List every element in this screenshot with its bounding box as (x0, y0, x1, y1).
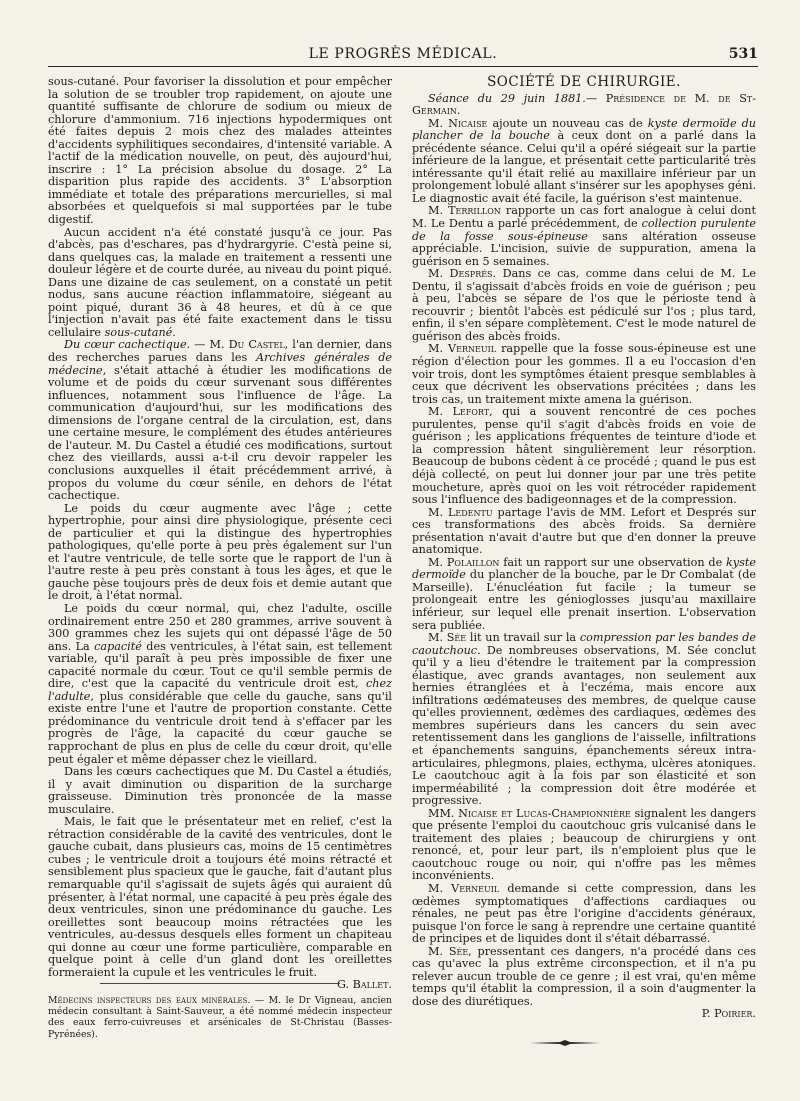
paragraph: M. Sée, pressentant ces dangers, n'a procédé dans ces cas qu'avec la plus extrême circonspection, et il n'a pu relever aucun trouble de ce genre ; il est vrai, qu'en même temps qu'il établit la compression, il a soin d'augmenter la dose des diurétiques. P. Poirier. (412, 944, 756, 1021)
article-title: Du cœur cachectique. (64, 338, 191, 352)
footnote: Médecins inspecteurs des eaux minérales. — M. le Dr Vigneau, ancien médecin consultant à Saint-Sauveur, a été nommé médecin inspecteur des eaux ferro-cuivreuses et arsénicales de St-Christau (Basses-Pyrénées). (48, 995, 392, 1040)
signature: P. Poirier. (701, 1007, 756, 1021)
paragraph: M. Sée lit un travail sur la compression par les bandes de caoutchouc. De nombreuses observations, M. Sée conclut qu'il y a lieu d'étendre le traitement par la compression élastique, avec grands avantages, non seulement aux hernies étranglées et à l'eczéma, mais encore aux infiltrations œdémateuses des membres, de quelque cause qu'elles proviennent, œdèmes des cardiaques, œdèmes des membres supérieurs dans les cancers du sein avec retentissement dans les ganglions de l'aisselle, infiltrations et épanchements sanguins, épanchements séreux intra-articulaires, phlegmons, plaies, ecthyma, ulcères atoniques. Le caoutchouc agit à la fois par son élasticité et son imperméabilité ; la compression doit être modérée et progressive. (412, 631, 756, 808)
session-line: Séance du 29 juin 1881.— Présidence de M. de St-Germain. (412, 91, 756, 118)
paragraph: M. Terrillon rapporte un cas fort analogue à celui dont M. Le Dentu a parlé précédemment, de collection purulente de la fosse sous-épineuse sans altération osseuse appréciable. L'incision, suivie de suppuration, amena la guérison en 5 semaines. (412, 204, 756, 268)
page-header (48, 44, 758, 67)
signature: G. Ballet. (336, 978, 392, 992)
journal-title: LE PROGRÈS MÉDICAL. (308, 46, 498, 62)
paragraph: M. Verneuil demande si cette compression, dans les œdèmes symptomatiques d'affections cardiaques ou rénales, ne peut pas être l'origine d'accidents généraux, puisque l'on force le sang à reprendre une certaine quantité de principes et de liquides dont il s'était débarrassé. (412, 882, 756, 946)
section-title: SOCIÉTÉ DE CHIRURGIE. (487, 74, 681, 90)
paragraph: M. Ledentu partage l'avis de MM. Lefort et Després sur ces transformations des abcès froids. Sa dernière présentation n'avait d'autre but que d'en donner la preuve anatomique. (412, 505, 756, 557)
paragraph: Dans les cœurs cachectiques que M. Du Castel a étudiés, il y avait diminution ou disparition de la surcharge graisseuse. Diminution très prononcée de la masse musculaire. (48, 765, 392, 816)
ornament-rule (530, 1040, 600, 1046)
paragraph: M. Després. Dans ce cas, comme dans celui de M. Le Dentu, il s'agissait d'abcès froids en voie de guérison ; peu à peu, l'abcès se sépare de l'os que le périoste tend à recouvrir ; bientôt l'abcès est pédiculé sur l'os ; plus tard, enfin, il s'en sépare complètement. C'est le mode naturel de guérison des abcès froids. (412, 267, 756, 343)
paragraph: Le poids du cœur augmente avec l'âge ; cette hypertrophie, pour ainsi dire physiologique, présente ceci de particulier et qui la distingue des hypertrophies pathologiques, qu'elle porte à peu près également sur l'un et l'autre ventricule, de telle sorte que le rapport de l'un à l'autre reste à peu près constant à tous les âges, et que le gauche pèse toujours près de deux fois et demie autant que le droit, à l'état normal. (48, 501, 392, 603)
paragraph: sous-cutané. Pour favoriser la dissolution et pour empêcher la solution de se troubler trop rapidement, on ajoute une quantité suffisante de chlorure de sodium ou mieux de chlorure d'ammonium. 716 injections hypodermiques ont été faites depuis 2 mois chez des malades atteintes d'accidents syphilitiques secondaires, d'intensité variable. A l'actif de la médication nouvelle, on peut, dès aujourd'hui, inscrire : 1° La précision absolue du dosage. 2° La disparition plus rapide des accidents. 3° L'absorption immédiate et totale des préparations mercurielles, si mal absorbées et quelquefois si mal supportées par le tube digestif. (48, 75, 392, 227)
right-column (412, 76, 756, 1021)
paragraph: M. Lefort, qui a souvent rencontré de ces poches purulentes, pense qu'il s'agit d'abcès froids en voie de guérison ; les applications fréquentes de teinture d'iode et la compression hâtent singulièrement leur résorption. Beaucoup de bubons cèdent à ce procédé ; quand le pus est déjà collecté, on peut lui donner jour par une très petite moucheture, après quoi on les voit rétrocéder rapidement sous l'influence des badigeonnages et de la compression. (412, 405, 756, 507)
paragraph: Mais, le fait que le présentateur met en relief, c'est la rétraction considérable de la cavité des ventricules, dont le gauche cubait, dans plusieurs cas, moins de 15 centimètres cubes ; le ventricule droit a toujours été moins rétracté et sensiblement plus spacieux que le gauche, fait d'autant plus remarquable qu'il s'agissait de sujets âgés qui auraient dû présenter, à l'état normal, une capacité à peu près égale des deux ventricules, sinon une prédominance du gauche. Les oreillettes sont beaucoup moins rétractées que les ventricules, au-dessus desquels elles forment un chapiteau qui donne au cœur une forme particulière, comparable en quelque point à celle d'un gland dont les oreillettes formeraient la cupule et les ventricules le fruit. G. Ballet. (48, 815, 392, 992)
paragraph: Aucun accident n'a été constaté jusqu'à ce jour. Pas d'abcès, pas d'eschares, pas d'hydrargyrie. C'està peine si, dans quelques cas, la malade en traitement a ressenti une douleur légère et de courte durée, au niveau du point piqué. Dans une dizaine de cas seulement, on a constaté un petit nodus, sans aucune réaction inflammatoire, siégeant au point piqué, durant 36 à 48 heures, et dû à ce que l'injection n'avait pas été faite exactement dans le tissu cellulaire sous-cutané. (48, 225, 392, 339)
paragraph: M. Verneuil rappelle que la fosse sous-épineuse est une région d'élection pour les gommes. Il a eu l'occasion d'en voir trois, dont les symptômes étaient presque semblables à ceux que décrivent les observations précitées ; dans les trois cas, un traitement mixte amena la guérison. (412, 342, 756, 406)
footnote-divider (100, 983, 340, 984)
paragraph: M. Polaillon fait un rapport sur une observation de kyste dermoïde du plancher de la bouche, par le Dr Combalat (de Marseille). L'énucléation fut facile ; la tumeur se prolongeait entre les génioglosses jusqu'au maxillaire inférieur, sur lequel elle prenait insertion. L'observation sera publiée. (412, 555, 756, 632)
paragraph: Le poids du cœur normal, qui, chez l'adulte, oscille ordinairement entre 250 et 280 grammes, arrive souvent à 300 grammes chez les sujets qui ont dépassé l'âge de 50 ans. La capacité des ventricules, à l'état sain, est tellement variable, qu'il paraît à peu près impossible de fixer une capacité normale du cœur. Tout ce qu'il semble permis de dire, c'est que la capacité du ventricule droit est, chez l'adulte, plus considérable que celle du gauche, sans qu'il existe entre l'une et l'autre de proportion constante. Cette prédominance du ventricule droit tend à s'effacer par les progrès de l'âge, la capacité du cœur gauche se rapprochant de plus en plus de celle du cœur droit, qu'elle peut égaler et même dépasser chez le vieillard. (48, 601, 392, 766)
page-number: 531 (728, 46, 758, 62)
paragraph: MM. Nicaise et Lucas-Championnière signalent les dangers que présente l'emploi du caoutchouc gris vulcanisé dans le traitement des plaies ; beaucoup de chirurgiens y ont renoncé, et, pour leur part, ils n'emploient plus que le caoutchouc rouge ou noir, qui n'offre pas les mêmes inconvénients. (412, 806, 756, 883)
left-column (48, 76, 392, 992)
paragraph: M. Nicaise ajoute un nouveau cas de kyste dermoïde du plancher de la bouche à ceux dont on a parlé dans la précédente séance. Celui qu'il a opéré siégeait sur la partie inférieure de la langue, et présentait cette particularité très intéressante qu'il était relié au maxillaire inférieur par un prolongement lobulé allant s'insérer sur les apophyses géni. Le diagnostic avait été facile, la guérison s'est maintenue. (412, 116, 756, 205)
paragraph: Du cœur cachectique. — M. Du Castel, l'an dernier, dans des recherches parues dans les Archives générales de médecine, s'était attaché à étudier les modifications de volume et de poids du cœur survenant sous différentes influences, notamment sous l'influence de l'âge. La communication d'aujourd'hui, sur les modifications des dimensions de l'organe central de la circulation, est, dans une certaine mesure, le complément des études antérieures de l'auteur. M. Du Castel a étudié ces modifications, surtout chez des vieillards, aussi a-t-il cru devoir rappeler les conclusions auxquelles il était précédemment arrivé, à propos du volume du cœur sénile, en dehors de l'état cachectique. (48, 338, 392, 503)
